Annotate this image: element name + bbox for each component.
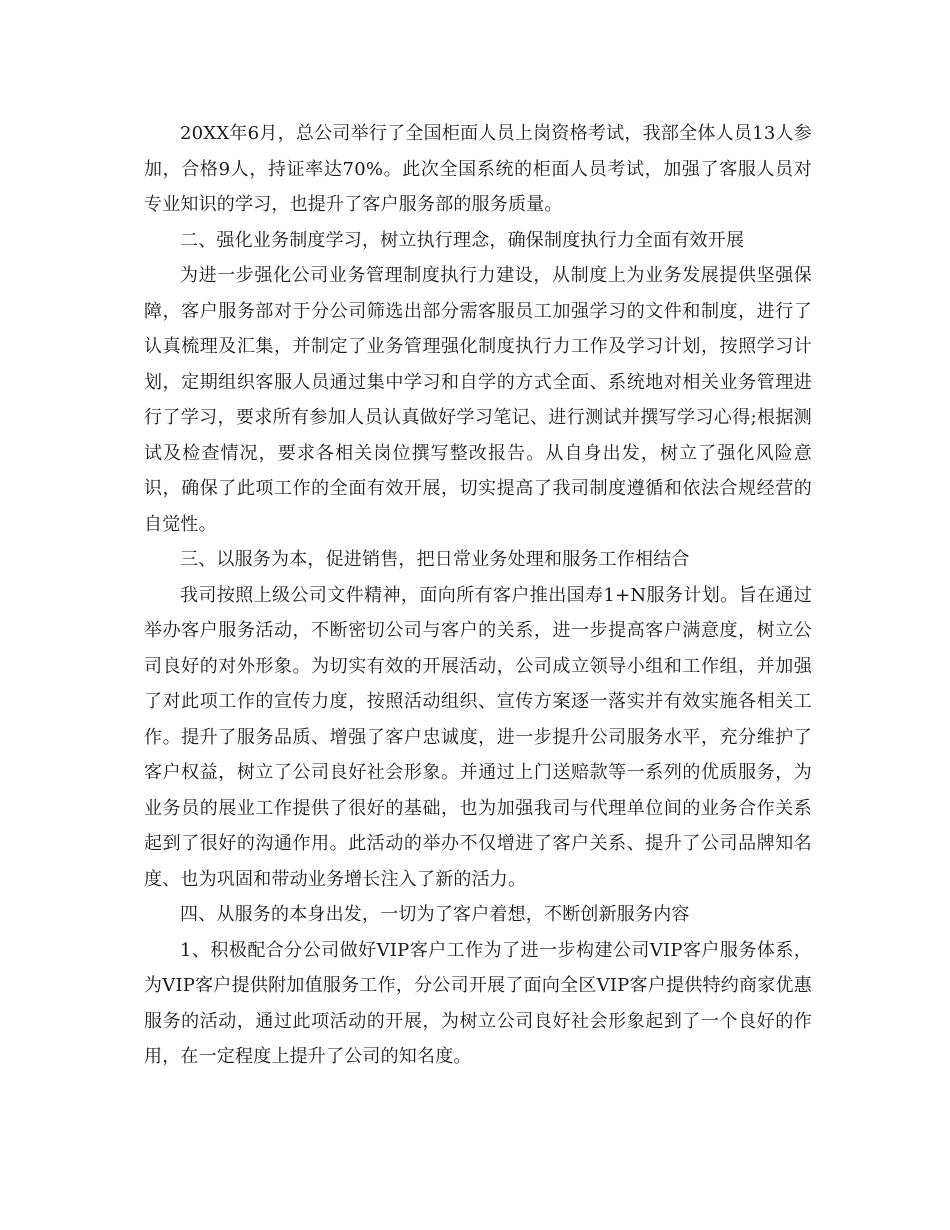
paragraph-system-study: 为进一步强化公司业务管理制度执行力建设，从制度上为业务发展提供坚强保障，客户服务部对于分公司筛选出部分需客服员工加强学习的文件和制度，进行了认真梳理及汇集，并制定了业务管理强化制度执行力工作及学习计划，按照学习计划，定期组织客服人员通过集中学习和自学的方式全面、系统地对相关业务管理进行了学习，要求所有参加人员认真做好学习笔记、进行测试并撰写学习心得;根据测试及检查情况，要求各相关岗位撰写整改报告。从自身出发，树立了强化风险意识，确保了此项工作的全面有效开展，切实提高了我司制度遵循和依法合规经营的自觉性。	[144, 265, 812, 535]
paragraph-exam-results: 20XX年6月，总公司举行了全国柜面人员上岗资格考试，我部全体人员13人参加，合格9人，持证率达70%。此次全国系统的柜面人员考试，加强了客服人员对专业知识的学习，也提升了客户服务部的服务质量。	[144, 123, 812, 215]
paragraph-service-plan: 我司按照上级公司文件精神，面向所有客户推出国寿1+N服务计划。旨在通过举办客户服务活动，不断密切公司与客户的关系，进一步提高客户满意度，树立公司良好的对外形象。为切实有效的开展活动，公司成立领导小组和工作组，并加强了对此项工作的宣传力度，按照活动组织、宣传方案逐一落实并有效实施各相关工作。提升了服务品质、增强了客户忠诚度，进一步提升公司服务水平，充分维护了客户权益，树立了公司良好社会形象。并通过上门送赔款等一系列的优质服务，为业务员的展业工作提供了很好的基础，也为加强我司与代理单位间的业务合作关系起到了很好的沟通作用。此活动的举办不仅增进了客户关系、提升了公司品牌知名度、也为巩固和带动业务增长注入了新的活力。	[144, 584, 812, 890]
heading-section-four: 四、从服务的本身出发，一切为了客户着想，不断创新服务内容	[180, 904, 690, 925]
heading-section-two: 二、强化业务制度学习，树立执行理念，确保制度执行力全面有效开展	[180, 229, 745, 251]
paragraph-vip-service: 1、积极配合分公司做好VIP客户工作为了进一步构建公司VIP客户服务体系，为VIP客户提供附加值服务工作，分公司开展了面向全区VIP客户提供特约商家优惠服务的活动，通过此项活动的开展，为树立公司良好社会形象起到了一个良好的作用，在一定程度上提升了公司的知名度。	[144, 939, 812, 1067]
heading-section-three: 三、以服务为本，促进销售，把日常业务处理和服务工作相结合	[180, 549, 690, 570]
document-body	[144, 116, 812, 1075]
